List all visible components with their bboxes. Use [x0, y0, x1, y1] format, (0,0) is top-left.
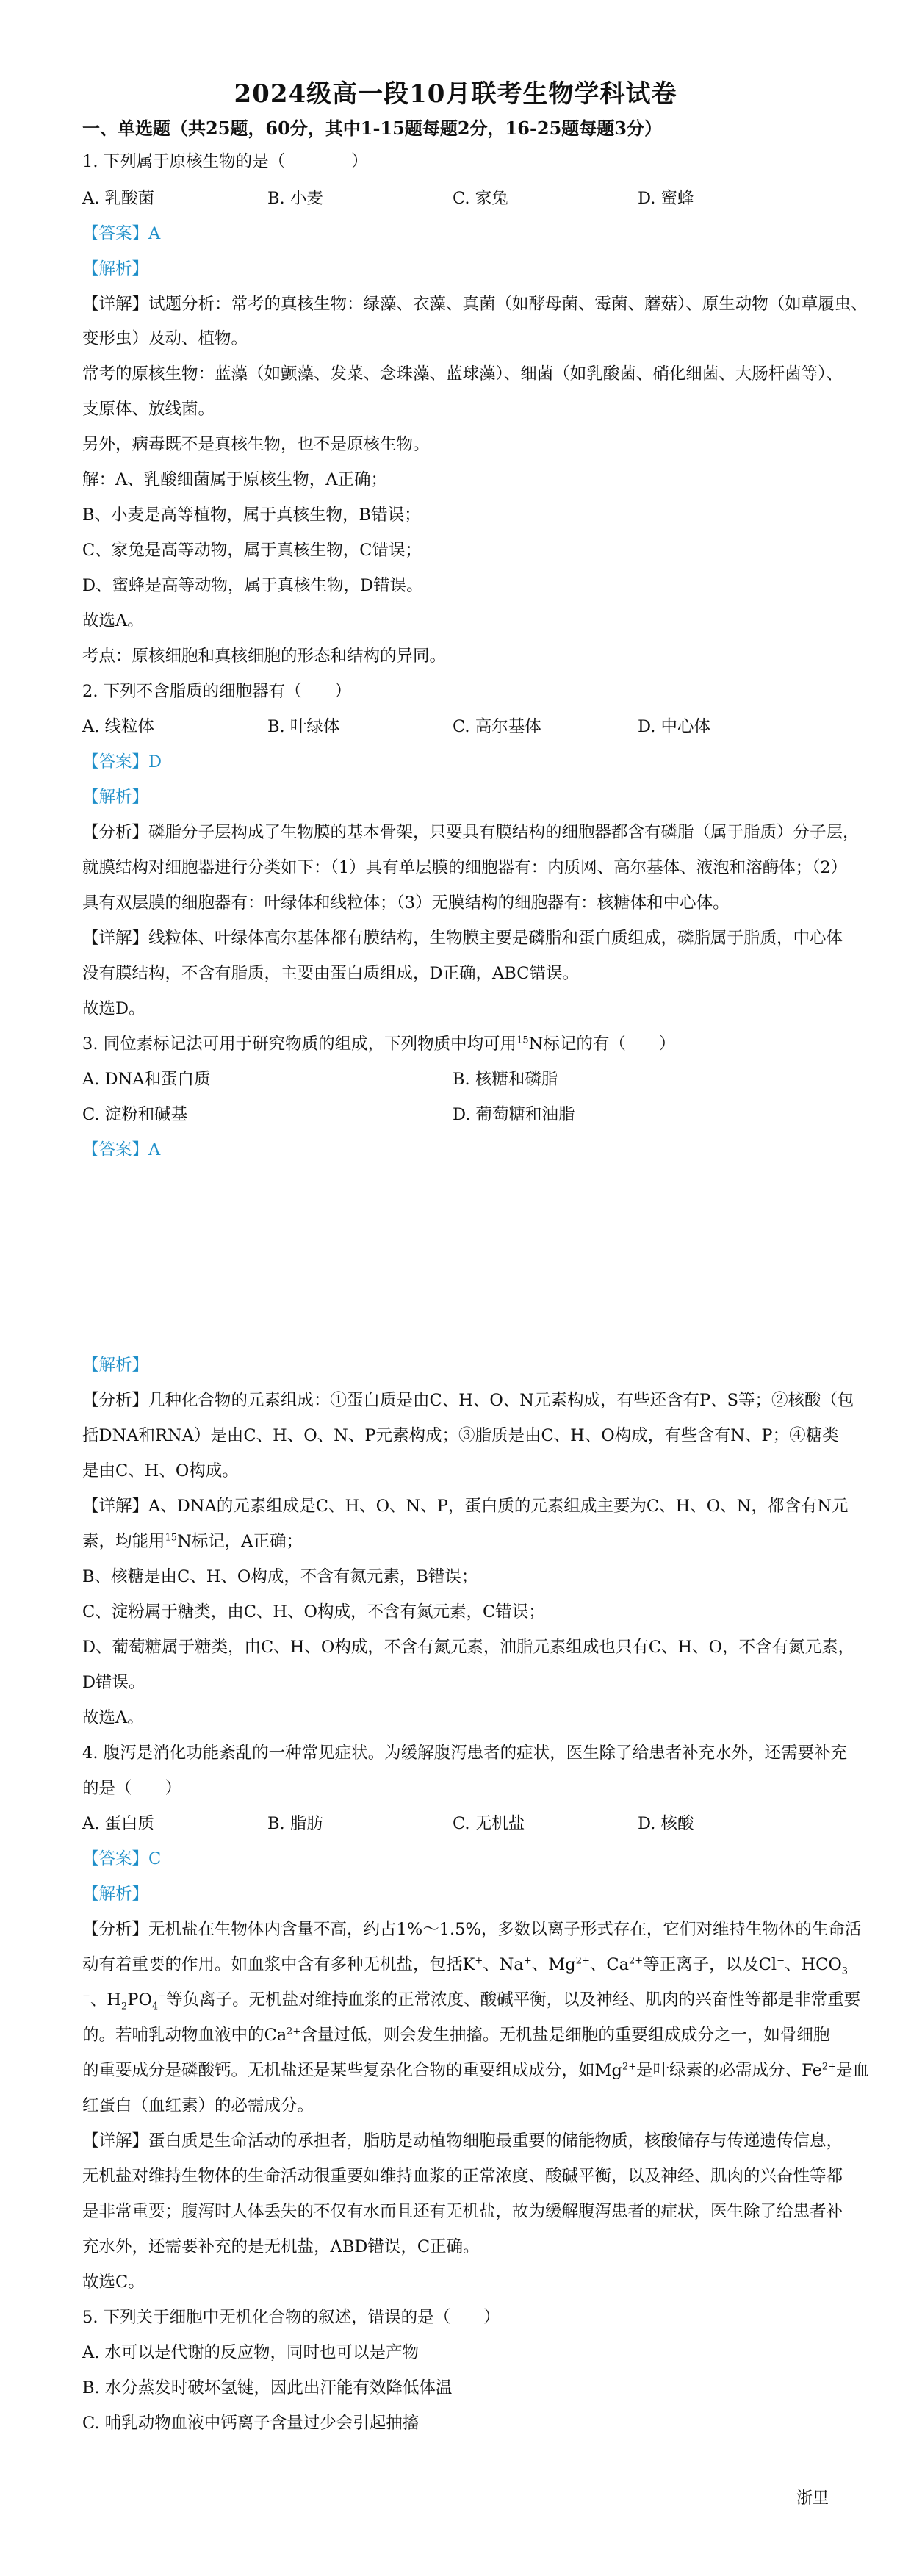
- q2-detail-line: 【详解】线粒体、叶绿体高尔基体都有膜结构，生物膜主要是磷脂和蛋白质组成，磷脂属于脂质，中心体: [82, 929, 843, 948]
- q1-detail-line: 支原体、放线菌。: [82, 400, 215, 419]
- q4-detail-line: 故选C。: [82, 2273, 145, 2292]
- q1-detail-line: D、蜜蜂是高等动物，属于真核生物，D错误。: [82, 576, 423, 595]
- q3-option-b: B. 核糖和磷脂: [453, 1070, 558, 1089]
- q2-detail-line: 故选D。: [82, 999, 145, 1018]
- q1-option-a: A. 乳酸菌: [82, 189, 155, 208]
- question-3-stem: 3. 同位素标记法可用于研究物质的组成，下列物质中均可用$^{15}$N标记的有（ ）: [82, 1035, 676, 1054]
- q1-detail-line: 变形虫）及动、植物。: [82, 329, 248, 348]
- q1-option-d: D. 蜜蜂: [638, 189, 694, 208]
- question-4-stem-cont: 的是（ ）: [82, 1779, 182, 1798]
- detail-tag: 【详解】: [82, 295, 149, 314]
- q3-analysis-line: 是由C、H、O构成。: [82, 1461, 239, 1481]
- q4-option-b: B. 脂肪: [267, 1814, 323, 1833]
- q4-detail-line: 是非常重要；腹泻时人体丢失的不仅有水而且还有无机盐，故为缓解腹泻患者的症状，医生除了给患者补: [82, 2202, 843, 2221]
- q2-detail-line: 没有膜结构，不含有脂质，主要由蛋白质组成，D正确，ABC错误。: [82, 964, 579, 983]
- q1-detail-line: 考点：原核细胞和真核细胞的形态和结构的异同。: [82, 647, 447, 666]
- q1-detail-line: 解：A、乳酸细菌属于原核生物，A正确；: [82, 470, 387, 489]
- q5-option-c: C. 哺乳动物血液中钙离子含量过少会引起抽搐: [82, 2414, 420, 2433]
- q1-detail-line: 故选A。: [82, 611, 144, 630]
- q3-option-d: D. 葡萄糖和油脂: [453, 1105, 575, 1124]
- q3-option-c: C. 淀粉和碱基: [82, 1105, 188, 1124]
- q4-analysis-tag: 【解析】: [82, 1885, 149, 1904]
- q4-analysis-line: −、$H_2PO_4^-$等负离子。无机盐对维持血浆的正常浓度、酸碱平衡，以及神经、肌肉的兴奋性等都是非常重要: [82, 1990, 861, 2012]
- q3-option-a: A. DNA和蛋白质: [82, 1070, 211, 1089]
- q4-analysis-line: 的重要成分是磷酸钙。无机盐还是某些复杂化合物的重要组成成分，如$Mg^{2+}$是叶绿素的必需成分、$Fe^{2+}$是血: [82, 2061, 870, 2080]
- q2-analysis-line: 就膜结构对细胞器进行分类如下：（1）具有单层膜的细胞器有：内质网、高尔基体、液泡和溶酶体；（2）: [82, 858, 848, 877]
- q1-detail-line: 另外，病毒既不是真核生物，也不是原核生物。: [82, 435, 430, 454]
- q2-option-a: A. 线粒体: [82, 717, 155, 736]
- detail-tag: 【详解】: [82, 2131, 149, 2151]
- q3-answer: 【答案】A: [82, 1140, 161, 1159]
- fenxi-tag: 【分析】: [82, 823, 149, 842]
- q4-option-d: D. 核酸: [638, 1814, 694, 1833]
- q2-analysis-line: 具有双层膜的细胞器有：叶绿体和线粒体；（3）无膜结构的细胞器有：核糖体和中心体。: [82, 893, 730, 913]
- q4-analysis-line: 【分析】无机盐在生物体内含量不高，约占1%～1.5%，多数以离子形式存在，它们对维持生物体的生命活: [82, 1920, 862, 1939]
- page-footer: 浙里: [796, 2489, 829, 2508]
- question-4-stem: 4. 腹泻是消化功能紊乱的一种常见症状。为缓解腹泻患者的症状，医生除了给患者补充水外，还需要补充: [82, 1744, 848, 1763]
- q1-detail-line: B、小麦是高等植物，属于真核生物，B错误；: [82, 506, 421, 525]
- q3-detail-line: B、核糖是由C、H、O构成，不含有氮元素，B错误；: [82, 1567, 478, 1586]
- q1-detail-line: 【详解】试题分析：常考的真核生物：绿藻、衣藻、真菌（如酵母菌、霉菌、蘑菇）、原生动物（如草履虫、: [82, 295, 868, 314]
- question-1-stem: 1. 下列属于原核生物的是（ ）: [82, 152, 368, 171]
- q2-option-d: D. 中心体: [638, 717, 711, 736]
- q1-option-b: B. 小麦: [267, 189, 323, 208]
- q3-detail-line: 【详解】A、DNA的元素组成是C、H、O、N、P，蛋白质的元素组成主要为C、H、O、N，都含有N元: [82, 1497, 849, 1516]
- q1-detail-line: C、家兔是高等动物，属于真核生物，C错误；: [82, 541, 422, 560]
- q3-analysis-line: 【分析】几种化合物的元素组成：①蛋白质是由C、H、O、N元素构成，有些还含有P、S等；②核酸（包: [82, 1391, 854, 1410]
- question-5-stem: 5. 下列关于细胞中无机化合物的叙述，错误的是（ ）: [82, 2308, 500, 2327]
- q2-option-c: C. 高尔基体: [453, 717, 541, 736]
- q3-detail-line: 素，均能用$^{15}$N标记，A正确；: [82, 1532, 303, 1551]
- q5-option-b: B. 水分蒸发时破坏氢键，因此出汗能有效降低体温: [82, 2378, 453, 2397]
- q2-option-b: B. 叶绿体: [267, 717, 340, 736]
- q1-option-c: C. 家兔: [453, 189, 508, 208]
- q3-detail-line: C、淀粉属于糖类，由C、H、O构成，不含有氮元素，C错误；: [82, 1602, 545, 1622]
- q4-detail-line: 【详解】蛋白质是生命活动的承担者，脂肪是动植物细胞最重要的储能物质，核酸储存与传递遗传信息，: [82, 2131, 843, 2151]
- fenxi-tag: 【分析】: [82, 1920, 149, 1939]
- question-2-stem: 2. 下列不含脂质的细胞器有（ ）: [82, 682, 352, 701]
- q4-detail-line: 无机盐对维持生物体的生命活动很重要如维持血浆的正常浓度、酸碱平衡，以及神经、肌肉的兴奋性等都: [82, 2167, 843, 2186]
- q1-analysis-tag: 【解析】: [82, 259, 149, 278]
- section-heading: 一、单选题（共25题，60分，其中1-15题每题2分，16-25题每题3分）: [82, 118, 663, 139]
- q1-answer: 【答案】A: [82, 224, 161, 243]
- q4-analysis-line: 动有着重要的作用。如血浆中含有多种无机盐，包括K+、Na+、$Mg^{2+}$、$Ca^{2+}$等正离子，以及Cl−、$HCO_3$: [82, 1955, 849, 1977]
- q5-option-a: A. 水可以是代谢的反应物，同时也可以是产物: [82, 2343, 420, 2362]
- fenxi-tag: 【分析】: [82, 1391, 149, 1410]
- q3-detail-line: 故选A。: [82, 1708, 144, 1727]
- q2-analysis-tag: 【解析】: [82, 788, 149, 807]
- q1-detail-line: 常考的原核生物：蓝藻（如颤藻、发菜、念珠藻、蓝球藻）、细菌（如乳酸菌、硝化细菌、大肠杆菌等）、: [82, 364, 843, 384]
- q3-analysis-line: 括DNA和RNA）是由C、H、O、N、P元素构成；③脂质是由C、H、O构成，有些含有N、P；④糖类: [82, 1426, 839, 1445]
- detail-tag: 【详解】: [82, 1497, 149, 1516]
- q4-analysis-line: 的。若哺乳动物血液中的$Ca^{2+}$含量过低，则会发生抽搐。无机盐是细胞的重要组成成分之一，如骨细胞: [82, 2026, 830, 2045]
- q3-detail-line: D、葡萄糖属于糖类，由C、H、O构成，不含有氮元素，油脂元素组成也只有C、H、O，不含有氮元素，: [82, 1638, 855, 1657]
- detail-tag: 【详解】: [82, 929, 149, 948]
- exam-title: 2024级高一段10月联考生物学科试卷: [234, 79, 677, 109]
- q4-detail-line: 充水外，还需要补充的是无机盐，ABD错误，C正确。: [82, 2237, 480, 2256]
- q4-option-c: C. 无机盐: [453, 1814, 525, 1833]
- q2-answer: 【答案】D: [82, 752, 162, 771]
- q4-answer: 【答案】C: [82, 1849, 162, 1868]
- q2-analysis-line: 【分析】磷脂分子层构成了生物膜的基本骨架，只要具有膜结构的细胞器都含有磷脂（属于脂质）分子层，: [82, 823, 860, 842]
- q4-option-a: A. 蛋白质: [82, 1814, 155, 1833]
- q3-detail-line: D错误。: [82, 1673, 145, 1692]
- q3-analysis-tag: 【解析】: [82, 1356, 149, 1375]
- q4-analysis-line: 红蛋白（血红素）的必需成分。: [82, 2096, 314, 2115]
